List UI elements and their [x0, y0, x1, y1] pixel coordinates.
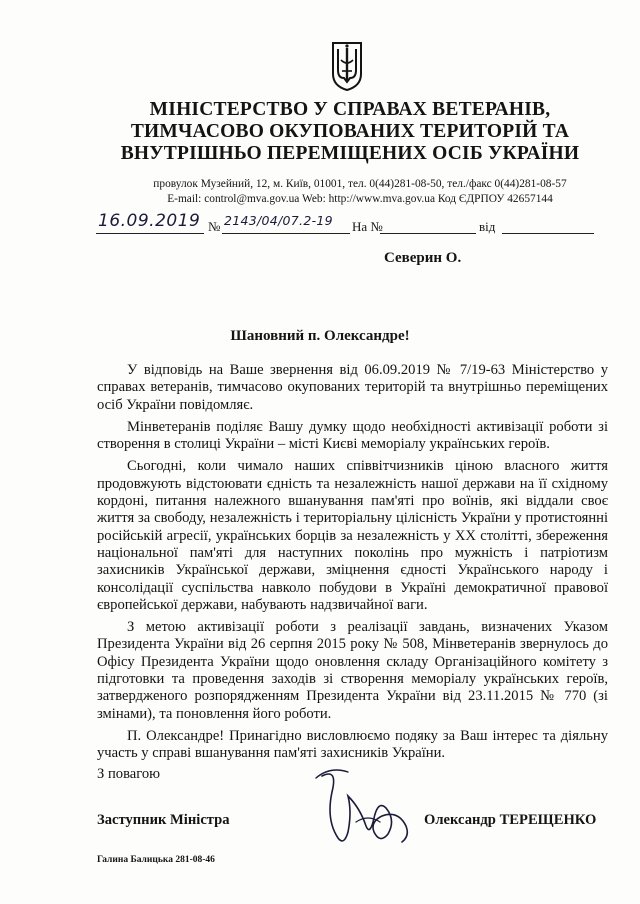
addressee: Северин О.	[384, 250, 462, 266]
body-paragraph: Сьогодні, коли чимало наших співвітчизників ціною власного життя продовжують відстоювати єдність та незалежність нашої держави на її східному кордоні, питання належного вшанування пам'яті про воїнів, які віддали своє життя за свободу, незалежність і територіальну цілісність України у протистоянні російській агресії, українських борців за незалежність у XX столітті, збереження національної пам'яті для наступних поколінь про мужність і патріотизм захисників Української держави, зміцнення єдності Українського народу і консолідації суспільства навколо побудови в Україні демократичної правової європейської держави, набувають надзвичайної ваги.	[97, 458, 608, 613]
address-line: провулок Музейний, 12, м. Київ, 01001, тел. 0(44)281-08-50, тел./факс 0(44)281-08-57	[153, 178, 567, 190]
body-paragraph: Мінветеранів поділяє Вашу думку щодо необхідності активізації роботи зі створення в столиці України – місті Києві меморіалу українських героїв.	[97, 418, 608, 453]
ministry-name-line: ВНУТРІШНЬО ПЕРЕМІЩЕНИХ ОСІБ УКРАЇНИ	[120, 143, 580, 164]
reply-number-label: На №	[352, 219, 383, 234]
email-web-line: E-mail: control@mva.gov.ua Web: http://www.mva.gov.ua Код ЄДРПОУ 42657144	[167, 193, 553, 205]
signer-name: Олександр ТЕРЕЩЕНКО	[424, 812, 597, 828]
number-label: №	[208, 219, 221, 234]
registration-date: 16.09.2019	[98, 211, 201, 231]
tryzub-icon	[330, 40, 364, 92]
body-paragraph: У відповідь на Ваше звернення від 06.09.2019 № 7/19-63 Міністерство у справах ветеранів, тимчасово окупованих територій та внутрішньо переміщених осіб України повідомляє.	[97, 362, 608, 413]
registration-line	[96, 211, 596, 237]
registration-number: 2143/04/07.2-19	[224, 213, 333, 228]
signature-icon	[308, 762, 418, 852]
body-paragraph: З метою активізації роботи з реалізації завдань, визначених Указом Президента України від 26 серпня 2015 року № 508, Мінветеранів звернулось до Офісу Президента України щодо оновлення складу Організаційного комітету з підготовки та проведення заходів зі створення меморіалу українських героїв, затвердженого розпорядженням Президента України від 23.11.2015 № 770 (зі змінами), та поновлення його роботи.	[97, 619, 608, 722]
signer-position: Заступник Міністра	[97, 812, 230, 828]
salutation: Шановний п. Олександре!	[230, 328, 410, 344]
ministry-name-line: МІНІСТЕРСТВО У СПРАВАХ ВЕТЕРАНІВ,	[149, 99, 551, 120]
letter-body	[97, 362, 608, 768]
regards: З повагою	[97, 766, 161, 782]
from-date-label: від	[479, 219, 496, 234]
body-paragraph: П. Олександре! Принагідно висловлюємо подяку за Ваш інтерес та діяльну участь у справі вшанування пам'яті захисників України.	[97, 727, 608, 762]
contact-block	[140, 177, 580, 207]
ministry-name-line: ТИМЧАСОВО ОКУПОВАНИХ ТЕРИТОРІЙ ТА	[130, 121, 570, 142]
executor-contact: Галина Балицька 281-08-46	[97, 855, 215, 865]
ministry-name	[100, 99, 600, 165]
